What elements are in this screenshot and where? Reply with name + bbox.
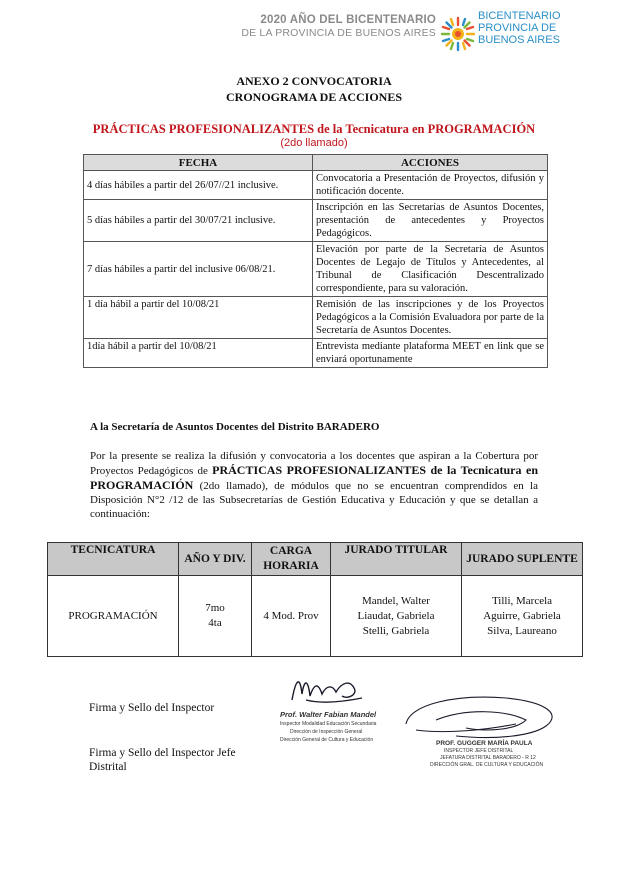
table-row bbox=[84, 339, 548, 368]
paragraph-bold: PRÁCTICAS PROFESIONALIZANTES de la Tecnicatura en PROGRAMACIÓN bbox=[90, 463, 538, 492]
paragraph-text-2: (2do llamado), de módulos que no se encuentran comprendidos en la Disposición N°2 /12 de las Subsecretarías de Gestión Educativa y Educación y que se detallan a continuación: bbox=[90, 480, 538, 520]
acciones-header: ACCIONES bbox=[313, 155, 548, 171]
district-heading: A la Secretaría de Asuntos Docentes del Distrito BARADERO bbox=[90, 421, 380, 433]
table-row bbox=[84, 200, 548, 242]
signature-stamp-mandel bbox=[262, 670, 377, 743]
carga-cell: 4 Mod. Prov bbox=[252, 576, 331, 657]
handwritten-signature-icon bbox=[262, 670, 372, 710]
firma-inspector-label: Firma y Sello del Inspector bbox=[89, 702, 215, 714]
anio-value: 7mo bbox=[205, 602, 225, 614]
anio-div-header: AÑO Y DIV. bbox=[179, 543, 252, 576]
anio-div-cell bbox=[179, 576, 252, 657]
anexo-title: ANEXO 2 CONVOCATORIA bbox=[236, 74, 392, 88]
accion-cell: Elevación por parte de la Secretaría de Asuntos Docentes de Legajo de Títulos y Antecedentes, al Tribunal de Clasificación Descentralizado correspondiente, para su valoración. bbox=[313, 242, 548, 297]
stamp1-dir: Dirección de Inspección General bbox=[290, 729, 363, 735]
cronograma-title: CRONOGRAMA DE ACCIONES bbox=[225, 90, 402, 104]
fecha-cell: 7 días hábiles a partir del inclusive 06/08/21. bbox=[84, 242, 313, 297]
firma-inspector-jefe-label: Firma y Sello del Inspector Jefe Distrital bbox=[89, 747, 236, 773]
detail-header-row bbox=[48, 543, 583, 576]
brand-line-2: PROVINCIA DE bbox=[478, 22, 557, 34]
tecnicatura-cell: PROGRAMACIÓN bbox=[48, 576, 179, 657]
header-government-text bbox=[241, 14, 436, 39]
stamp1-name: Prof. Walter Fabian Mandel bbox=[280, 710, 377, 719]
table-row bbox=[84, 171, 548, 200]
fecha-cell: 1día hábil a partir del 10/08/21 bbox=[84, 339, 313, 368]
convocatoria-paragraph bbox=[90, 449, 538, 521]
stamp1-role: Inspector Modalidad Educación Secundaria bbox=[280, 721, 377, 727]
llamado-subtitle: (2do llamado) bbox=[280, 137, 348, 149]
brand-line-1: BICENTENARIO bbox=[478, 10, 561, 22]
div-value: 4ta bbox=[208, 617, 222, 629]
suplente-name: Silva, Laureano bbox=[487, 624, 557, 637]
titular-name: Mandel, Walter bbox=[362, 594, 430, 607]
table-row bbox=[84, 297, 548, 339]
titular-name: Liaudat, Gabriela bbox=[357, 609, 435, 622]
bicentenario-sun-icon bbox=[440, 16, 476, 52]
accion-cell: Inscripción en las Secretarías de Asuntos Docentes, presentación de antecedentes y Proyectos Pedagógicos. bbox=[313, 200, 548, 242]
fecha-cell: 4 días hábiles a partir del 26/07//21 inclusive. bbox=[84, 171, 313, 200]
carga-header: CARGA HORARIA bbox=[252, 543, 331, 576]
schedule-table bbox=[83, 154, 548, 368]
fecha-header: FECHA bbox=[84, 155, 313, 171]
header-province-line: DE LA PROVINCIA DE BUENOS AIRES bbox=[241, 27, 436, 39]
stamp2-dist: JEFATURA DISTRITAL BARADERO - R 12 bbox=[440, 755, 536, 761]
table-row bbox=[84, 242, 548, 297]
fecha-cell: 5 días hábiles a partir del 30/07/21 inclusive. bbox=[84, 200, 313, 242]
stamp2-role: INSPECTOR JEFE DISTRITAL bbox=[444, 748, 514, 754]
accion-cell: Entrevista mediante plataforma MEET en link que se enviará oportunamente bbox=[313, 339, 548, 368]
paragraph-text-1: Por la presente se realiza la difusión y convocatoria a los docentes que aspiran a la Cobertura por Proyectos Pedagógicos de bbox=[90, 450, 538, 477]
header-brand-text bbox=[478, 10, 561, 46]
suplente-name: Aguirre, Gabriela bbox=[483, 609, 561, 622]
practicas-title: PRÁCTICAS PROFESIONALIZANTES de la Tecnicatura en PROGRAMACIÓN bbox=[92, 122, 536, 136]
table-row bbox=[48, 576, 583, 657]
accion-cell: Convocatoria a Presentación de Proyectos, difusión y notificación docente. bbox=[313, 171, 548, 200]
detail-table bbox=[47, 542, 583, 657]
tecnicatura-header: TECNICATURA bbox=[48, 543, 179, 576]
stamp1-org: Dirección General de Cultura y Educación bbox=[280, 737, 374, 743]
header-year-line: 2020 AÑO DEL BICENTENARIO bbox=[260, 14, 436, 26]
stamp2-name: PROF. GUGGER MARÍA PAULA bbox=[436, 740, 533, 747]
jurado-suplente-header: JURADO SUPLENTE bbox=[462, 543, 583, 576]
fecha-cell: 1 día hábil a partir del 10/08/21 bbox=[84, 297, 313, 339]
brand-line-3: BUENOS AIRES bbox=[478, 34, 560, 46]
jurado-titular-header: JURADO TITULAR bbox=[331, 543, 462, 576]
signature-stamp-gugger bbox=[396, 690, 566, 768]
stamp2-org: DIRECCIÓN GRAL. DE CULTURA Y EDUCACIÓN bbox=[430, 762, 544, 768]
suplente-cell bbox=[462, 576, 583, 657]
schedule-header-row bbox=[84, 155, 548, 171]
accion-cell: Remisión de las inscripciones y de los Proyectos Pedagógicos a la Comisión Evaluadora por parte de la Secretaría de Asuntos Docentes. bbox=[313, 297, 548, 339]
titular-name: Stelli, Gabriela bbox=[362, 624, 430, 637]
suplente-name: Tilli, Marcela bbox=[491, 594, 553, 607]
titular-cell bbox=[331, 576, 462, 657]
